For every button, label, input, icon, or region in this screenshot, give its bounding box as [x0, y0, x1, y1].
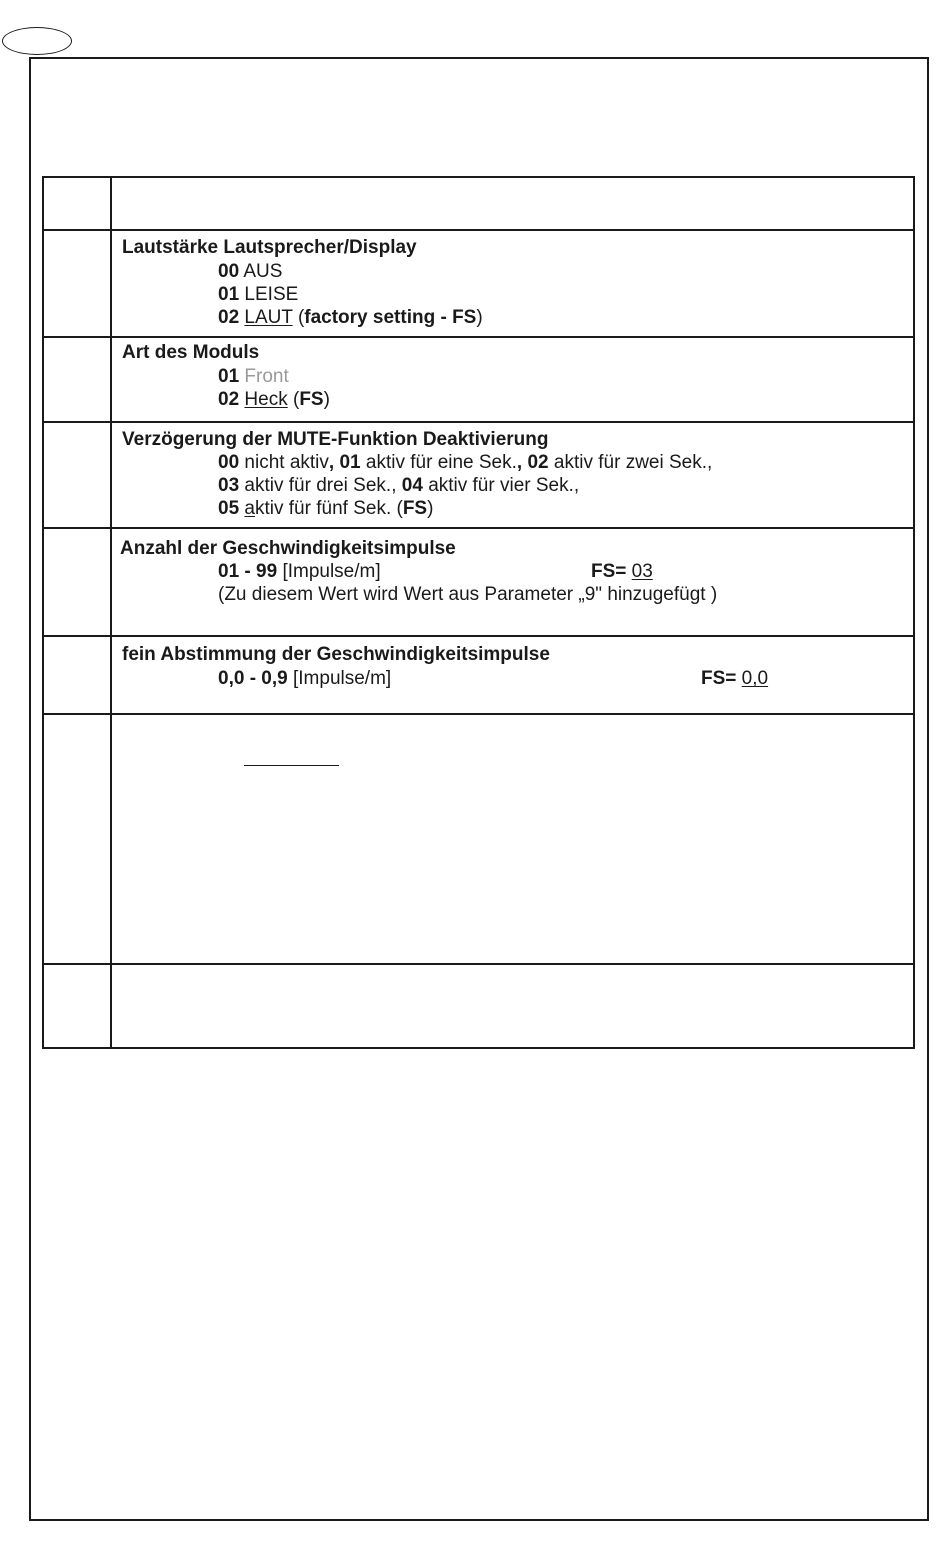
option-code: 02: [218, 307, 240, 328]
table-row-volume: [44, 231, 913, 338]
option-text: Front: [244, 366, 289, 387]
option-code: 01: [218, 366, 240, 387]
option-line: 02 LAUT (factory setting - FS): [218, 307, 483, 328]
option-line: 05 aktiv für fünf Sek. (FS): [218, 498, 434, 519]
option-text: LAUT: [244, 307, 293, 328]
option-line: [218, 365, 289, 389]
table-row-fine-tuning: [44, 637, 913, 715]
row-title: Verzögerung der MUTE-Funktion Deaktivierung: [122, 429, 549, 450]
option-code: 00: [218, 261, 240, 282]
row-title: fein Abstimmung der Geschwindigkeitsimpulse: [122, 644, 550, 665]
column-divider: [110, 637, 112, 713]
option-code: 01: [218, 284, 240, 305]
option-line: [218, 260, 282, 284]
table-row-mute-delay: [44, 423, 913, 529]
column-divider: [110, 338, 112, 421]
option-line: [218, 560, 381, 584]
table-row-speed-pulses: [44, 529, 913, 637]
option-code: 02: [218, 389, 240, 410]
table-row-blank: [44, 715, 913, 965]
range-value: 0,0 - 0,9: [218, 668, 288, 689]
factory-setting-label: FS: [299, 389, 324, 410]
option-text: Heck: [244, 389, 288, 410]
option-text: LEISE: [244, 284, 299, 305]
option-text: AUS: [243, 261, 283, 282]
table-row-blank-last: [44, 965, 913, 1047]
option-line: 03 aktiv für drei Sek., 04 aktiv für vier Sek.,: [218, 475, 580, 496]
unit-label: [Impulse/m]: [293, 668, 392, 689]
column-divider: [110, 965, 112, 1047]
option-line: [218, 283, 298, 307]
unit-label: [Impulse/m]: [282, 561, 381, 582]
row-title: Art des Moduls: [122, 342, 260, 363]
row-title: Anzahl der Geschwindigkeitsimpulse: [120, 538, 456, 559]
range-value: 01 - 99: [218, 561, 278, 582]
factory-setting: FS= 03: [591, 561, 653, 582]
column-divider: [110, 529, 112, 635]
note-text: (Zu diesem Wert wird Wert aus Parameter „9" hinzugefügt ): [218, 584, 718, 605]
factory-setting-label: factory setting - FS: [304, 307, 477, 328]
column-divider: [110, 178, 112, 229]
table-row-module-type: [44, 338, 913, 423]
column-divider: [110, 231, 112, 336]
column-divider: [110, 715, 112, 963]
factory-setting: FS= 0,0: [701, 668, 769, 689]
option-line: 00 nicht aktiv, 01 aktiv für eine Sek., 02 aktiv für zwei Sek.,: [218, 452, 713, 473]
option-line: [218, 667, 391, 691]
parameter-table: [42, 176, 915, 1049]
factory-setting-value: 0,0: [741, 668, 769, 689]
factory-setting-value: 03: [631, 561, 653, 582]
underline-rule: [244, 765, 339, 766]
row-title: Lautstärke Lautsprecher/Display: [122, 237, 417, 258]
factory-setting-label: FS: [402, 498, 428, 519]
option-line: 02 Heck (FS): [218, 389, 330, 410]
page-marker-oval: [2, 27, 72, 55]
table-header-row: [44, 178, 913, 231]
column-divider: [110, 423, 112, 527]
